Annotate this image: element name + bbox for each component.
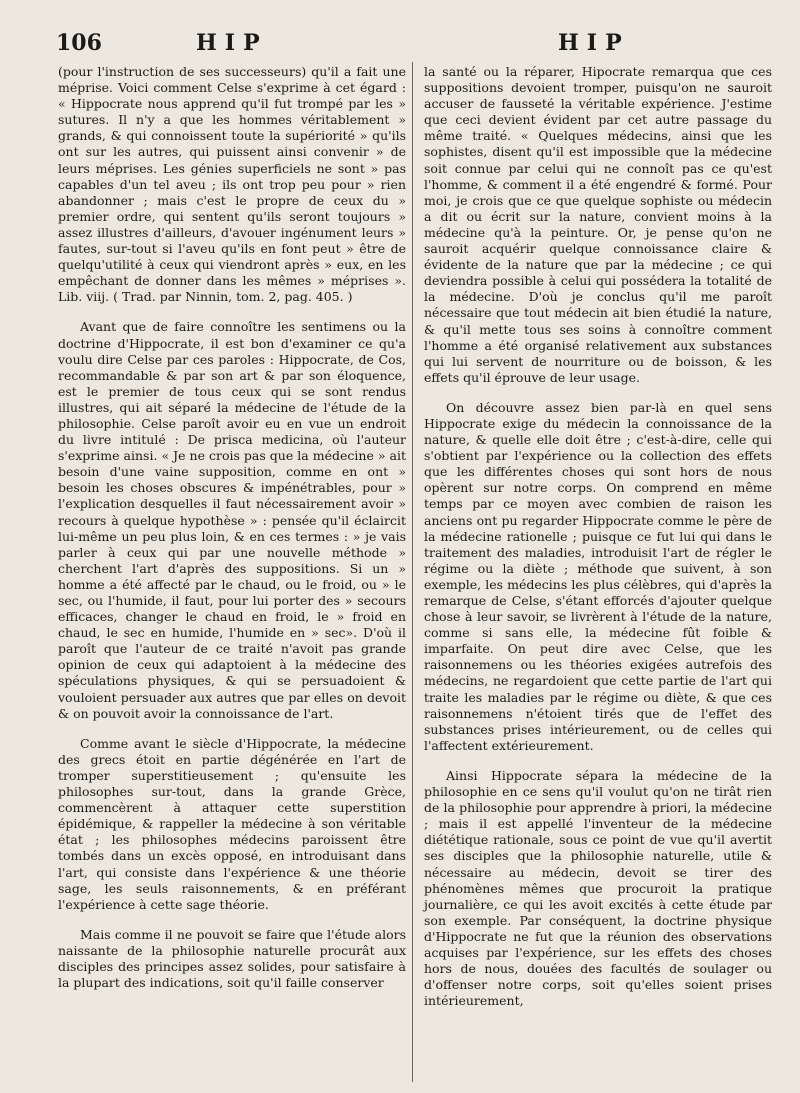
paragraph: (pour l'instruction de ses successeurs) qu'il a fait une méprise. Voici comment Celse s'exprime à cet égard : « Hippocrate nous apprend qu'il fut trompé par les » sutures. Il n'y a que les hommes véritablement » grands, & qui connoissent toute la supériorité » qu'ils ont sur les autres, qui puissent ainsi convenir » de leurs méprises. Les génies superficiels ne sont » pas capables d'un tel aveu ; ils ont trop peu pour » rien abandonner ; mais c'est le propre de ceux du » premier ordre, qui sentent qu'ils seront toujours » assez illustres d'ailleurs, d'avouer ingénument leurs » fautes, sur-tout si l'aveu qu'ils en font peut » être de quelqu'utilité à ceux qui viendront après » eux, en les empêchant de donner dans les mêmes » méprises ». Lib. viij. ( Trad. par Ninnin, tom. 2, pag. 405. )	[58, 64, 406, 305]
paragraph: Avant que de faire connoître les sentimens ou la doctrine d'Hippocrate, il est bon d'examiner ce qu'a voulu dire Celse par ces paroles : Hippocrate, de Cos, recommandable & par son art & par son éloquence, est le premier de tous ceux qui se sont rendus illustres, qui ait séparé la médecine de l'étude de la philosophie. Celse paroît avoir eu en vue un endroit du livre intitulé : De prisca medicina, où l'auteur s'exprime ainsi. « Je ne crois pas que la médecine » ait besoin d'une vaine supposition, comme en ont » besoin les choses obscures & impénétrables, pour » l'explication desquelles il faut nécessairement avoir » recours à quelque hypothèse » : pensée qu'il éclaircit lui-même un peu plus loin, & en ces termes : » je vais parler à ceux qui par une nouvelle méthode » cherchent l'art d'après des suppositions. Si un » homme a été affecté par le chaud, ou le froid, ou » le sec, ou l'humide, il faut, pour lui porter des » secours efficaces, changer le chaud en froid, le » froid en chaud, le sec en humide, l'humide en » sec». D'où il paroît que l'auteur de ce traité n'avoit pas grande opinion de ceux qui adaptoient à la médecine des spéculations physiques, & qui se persuadoient & vouloient persuader aux autres que par elles on devoit & on pouvoit avoir la connoissance de l'art.	[58, 319, 406, 721]
page-header	[0, 30, 800, 64]
right-column	[424, 64, 772, 1023]
paragraph: Mais comme il ne pouvoit se faire que l'étude alors naissante de la philosophie naturelle procurât aux disciples des principes assez solides, pour satisfaire à la plupart des indications, soit qu'il faille conserver	[58, 926, 406, 991]
paragraph: On découvre assez bien par-là en quel sens Hippocrate exige du médecin la connoissance de la nature, & quelle elle doit être ; c'est-à-dire, celle qui s'obtient par l'expérience ou la collection des effets que les différentes choses qui sont hors de nous opèrent sur notre corps. On comprend en même temps par ce moyen avec combien de raison les anciens ont pu regarder Hippocrate comme le père de la médecine rationelle ; puisque ce fut lui qui dans le traitement des maladies, introduisit l'art de régler le régime ou la diète ; méthode que suivent, à son exemple, les médecins les plus célèbres, qui d'après la remarque de Celse, s'étant efforcés d'ajouter quelque chose à leur savoir, se livrèrent à l'étude de la nature, comme si sans elle, la médecine fût foible & imparfaite. On peut dire avec Celse, que les raisonnemens ou les théories exigées autrefois des médecins, ne regardoient que cette partie de l'art qui traite les maladies par le régime ou diète, & que ces raisonnemens n'étoient tirés que de l'effet des substances prises intérieurement, ou de celles qui l'affectent extérieurement.	[424, 399, 772, 753]
running-head-left: HIP	[196, 30, 268, 56]
page-number: 106	[56, 30, 102, 56]
paragraph: Ainsi Hippocrate sépara la médecine de la philosophie en ce sens qu'il voulut qu'on ne tirât rien de la philosophie pour apprendre à priori, la médecine ; mais il est appellé l'inventeur de la médecine diététique rationale, sous ce point de vue qu'il avertit ses disciples que la philosophie naturelle, utile & nécessaire au médecin, devoit se tirer des phénomènes mêmes que procuroit la pratique journalière, ce qui les avoit excités à cette étude par son exemple. Par conséquent, la doctrine physique d'Hippocrate ne fut que la réunion des observations acquises par l'expérience, sur les effets des choses hors de nous, douées des facultés de soulager ou d'offenser notre corps, soit qu'elles soient prises intérieurement,	[424, 767, 772, 1009]
paragraph: Comme avant le siècle d'Hippocrate, la médecine des grecs étoit en partie dégénérée en l'art de tromper superstitieusement ; qu'ensuite les philosophes sur-tout, dans la grande Grèce, commencèrent à attaquer cette superstition épidémique, & rappeller la médecine à son véritable état ; les philosophes médecins paroissent être tombés dans un excès opposé, en introduisant dans l'art, qui consiste dans l'expérience & une théorie sage, les seuls raisonnements, & en préférant l'expérience à cette sage théorie.	[58, 735, 406, 912]
column-divider	[412, 62, 413, 1082]
left-column	[58, 64, 406, 1005]
paragraph: la santé ou la réparer, Hipocrate remarqua que ces suppositions devoient tromper, puisqu'on ne sauroit accuser de fausseté la véritable expérience. J'estime que ceci devient évident par cet autre passage du même traité. « Quelques médecins, ainsi que les sophistes, disent qu'il est impossible que la médecine soit connue par celui qui ne connoît pas ce qu'est l'homme, & comment il a été engendré & formé. Pour moi, je crois que ce que quelque sophiste ou médecin a dit ou écrit sur la nature, convient moins à la médecine qu'à la peinture. Or, je pense qu'on ne sauroit acquérir quelque connoissance claire & évidente de la nature que par la médecine ; ce qui deviendra possible à celui qui possédera la totalité de la médecine. D'où je conclus qu'il me paroît nécessaire que tout médecin ait bien étudié la nature, & qu'il mette tous ses soins à connoître comment l'homme a été organisé relativement aux substances qui lui servent de nourriture ou de boisson, & les effets qu'il éprouve de leur usage.	[424, 64, 772, 385]
running-head-right: HIP	[558, 30, 630, 56]
